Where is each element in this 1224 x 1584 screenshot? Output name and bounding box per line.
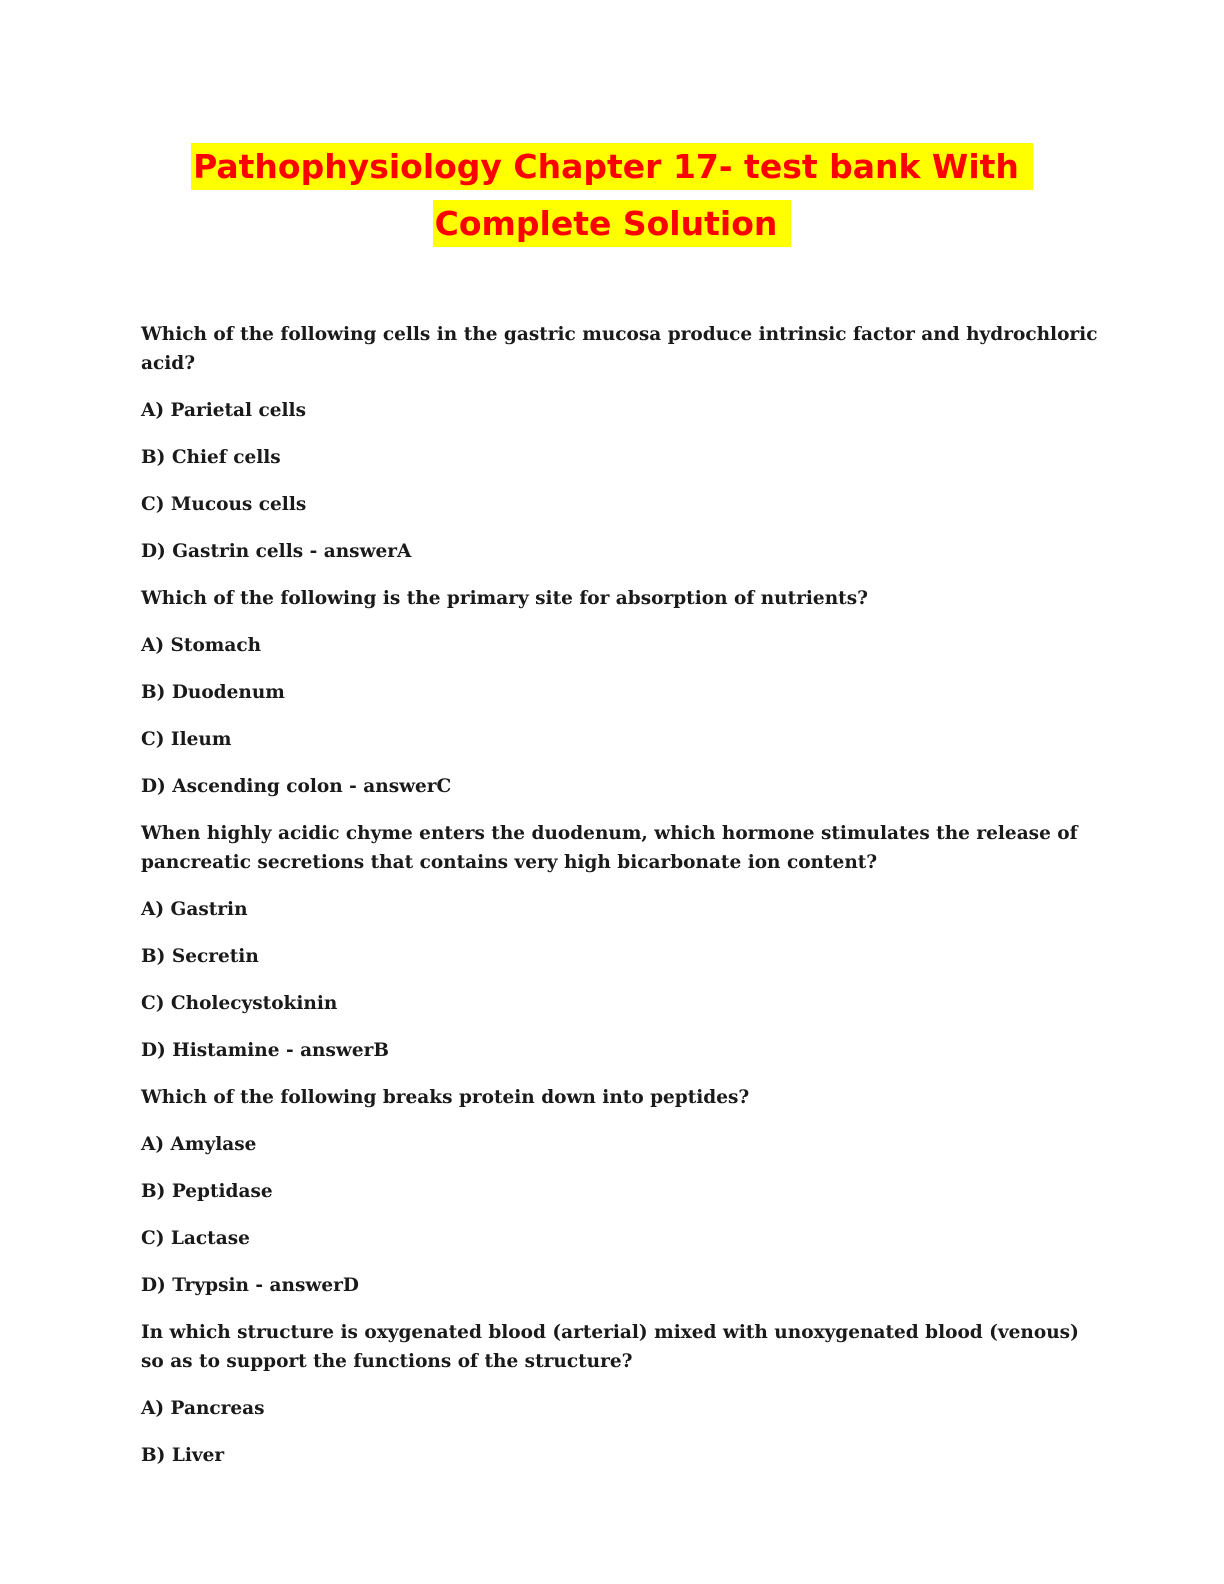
answer-option: B) Liver: [141, 1445, 225, 1466]
answer-option: A) Gastrin: [141, 899, 248, 920]
title-line-1: Pathophysiology Chapter 17- test bank With: [0, 138, 1224, 195]
answer-option: D) Gastrin cells - answerA: [141, 541, 412, 562]
question-text: Which of the following cells in the gastric mucosa produce intrinsic factor and hydrochloric acid?: [141, 324, 1098, 374]
answer-option: B) Chief cells: [141, 447, 281, 468]
answer-option: A) Parietal cells: [141, 400, 307, 421]
answer-option: D) Ascending colon - answerC: [141, 776, 452, 797]
question-list: [141, 320, 1101, 1488]
question-text: When highly acidic chyme enters the duodenum, which hormone stimulates the release of pancreatic secretions that contains very high bicarbonate ion content?: [141, 823, 1078, 873]
answer-option: B) Peptidase: [141, 1181, 273, 1202]
question-5: [141, 1318, 1101, 1470]
question-3: [141, 819, 1101, 1065]
title-line-2: Complete Solution: [0, 195, 1224, 252]
answer-option: C) Mucous cells: [141, 494, 307, 515]
question-text: Which of the following breaks protein down into peptides?: [141, 1087, 750, 1108]
question-text: Which of the following is the primary site for absorption of nutrients?: [141, 588, 868, 609]
answer-option: D) Histamine - answerB: [141, 1040, 390, 1061]
answer-option: B) Secretin: [141, 946, 259, 967]
document-title: [0, 138, 1224, 252]
question-1: [141, 320, 1101, 566]
answer-option: A) Stomach: [141, 635, 262, 656]
answer-option: C) Lactase: [141, 1228, 250, 1249]
answer-option: A) Pancreas: [141, 1398, 265, 1419]
answer-option: D) Trypsin - answerD: [141, 1275, 359, 1296]
question-4: [141, 1083, 1101, 1300]
question-2: [141, 584, 1101, 801]
answer-option: C) Cholecystokinin: [141, 993, 338, 1014]
answer-option: A) Amylase: [141, 1134, 257, 1155]
answer-option: B) Duodenum: [141, 682, 285, 703]
answer-option: C) Ileum: [141, 729, 232, 750]
question-text: In which structure is oxygenated blood (arterial) mixed with unoxygenated blood (venous) so as to support the functions of the structure?: [141, 1322, 1079, 1372]
